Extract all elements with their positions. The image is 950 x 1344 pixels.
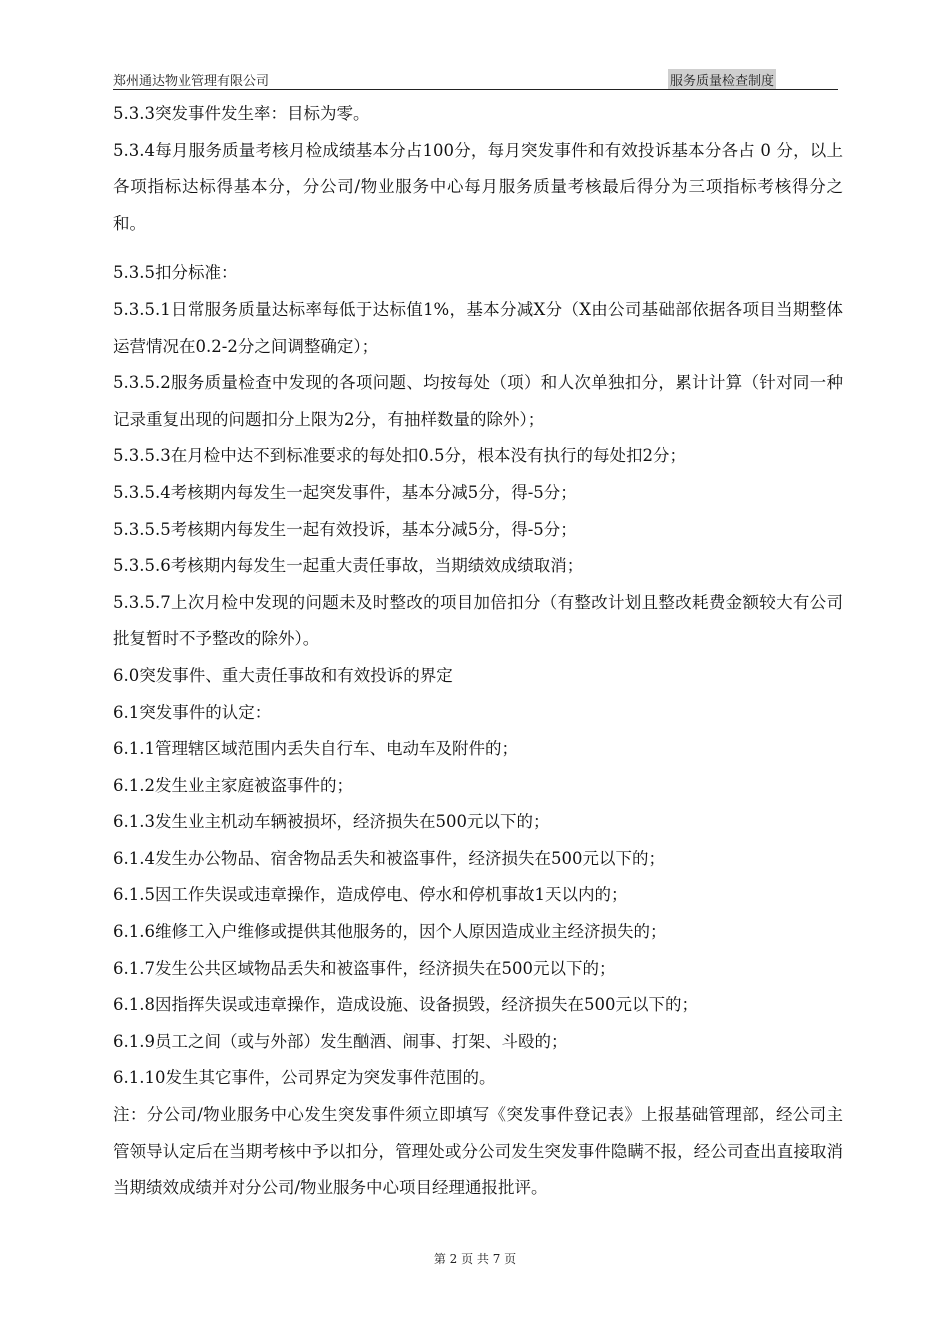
clause-5-3-5-6: 5.3.5.6考核期内每发生一起重大责任事故，当期绩效成绩取消； bbox=[113, 556, 584, 576]
clause-5-3-4: 5.3.4每月服务质量考核月检成绩基本分占100分，每月突发事件和有效投诉基本分各占 0 分，以上各项指标达标得基本分，分公司/物业服务中心每月服务质量考核最后得分为三项指标考核得分之和。 bbox=[113, 140, 843, 233]
clause-6-1-2: 6.1.2发生业主家庭被盗事件的； bbox=[113, 775, 353, 795]
document-body bbox=[113, 96, 843, 1207]
page-footer bbox=[0, 1250, 950, 1267]
header-rule bbox=[113, 89, 838, 90]
page-number: 第 2 页 共 7 页 bbox=[433, 1252, 517, 1266]
section-6-0: 6.0突发事件、重大责任事故和有效投诉的界定 bbox=[113, 665, 453, 685]
clause-5-3-5-3: 5.3.5.3在月检中达不到标准要求的每处扣0.5分，根本没有执行的每处扣2分； bbox=[113, 446, 686, 466]
note-paragraph: 注：分公司/物业服务中心发生突发事件须立即填写《突发事件登记表》上报基础管理部，经公司主管领导认定后在当期考核中予以扣分，管理处或分公司发生突发事件隐瞒不报，经公司查出直接取消当期绩效成绩并对分公司/物业服务中心项目经理通报批评。 bbox=[113, 1105, 843, 1198]
clause-6-1-8: 6.1.8因指挥失误或违章操作，造成设施、设备损毁，经济损失在500元以下的； bbox=[113, 995, 698, 1015]
paragraph-gap bbox=[113, 242, 843, 255]
clause-5-3-5-2: 5.3.5.2服务质量检查中发现的各项问题、均按每处（项）和人次单独扣分，累计计算（针对同一种记录重复出现的问题扣分上限为2分，有抽样数量的除外）； bbox=[113, 373, 843, 429]
clause-5-3-5-1: 5.3.5.1日常服务质量达标率每低于达标值1%，基本分减X分（X由公司基础部依据各项目当期整体运营情况在0.2-2分之间调整确定）； bbox=[113, 299, 843, 356]
clause-5-3-3: 5.3.3突发事件发生率：目标为零。 bbox=[113, 104, 370, 123]
section-6-1: 6.1突发事件的认定： bbox=[113, 702, 272, 722]
clause-6-1-1: 6.1.1管理辖区域范围内丢失自行车、电动车及附件的； bbox=[113, 739, 518, 759]
clause-5-3-5-5: 5.3.5.5考核期内每发生一起有效投诉，基本分减5分，得-5分； bbox=[113, 519, 577, 539]
clause-6-1-10: 6.1.10发生其它事件，公司界定为突发事件范围的。 bbox=[113, 1068, 496, 1088]
page-header bbox=[113, 66, 838, 90]
clause-6-1-5: 6.1.5因工作失误或违章操作，造成停电、停水和停机事故1天以内的； bbox=[113, 885, 628, 905]
company-name: 郑州通达物业管理有限公司 bbox=[113, 74, 270, 89]
clause-5-3-5-4: 5.3.5.4考核期内每发生一起突发事件，基本分减5分，得-5分； bbox=[113, 482, 577, 502]
document-title: 服务质量检查制度 bbox=[668, 69, 776, 90]
clause-5-3-5-7: 5.3.5.7上次月检中发现的问题未及时整改的项目加倍扣分（有整改计划且整改耗费金额较大有公司批复暂时不予整改的除外）。 bbox=[113, 592, 843, 649]
clause-5-3-5: 5.3.5扣分标准： bbox=[113, 263, 238, 283]
clause-6-1-9: 6.1.9员工之间（或与外部）发生酗酒、闹事、打架、斗殴的； bbox=[113, 1031, 568, 1051]
clause-6-1-7: 6.1.7发生公共区域物品丢失和被盗事件，经济损失在500元以下的； bbox=[113, 958, 616, 978]
clause-6-1-4: 6.1.4发生办公物品、宿舍物品丢失和被盗事件，经济损失在500元以下的； bbox=[113, 848, 665, 868]
clause-6-1-3: 6.1.3发生业主机动车辆被损坏，经济损失在500元以下的； bbox=[113, 812, 550, 832]
clause-6-1-6: 6.1.6维修工入户维修或提供其他服务的，因个人原因造成业主经济损失的； bbox=[113, 922, 667, 942]
